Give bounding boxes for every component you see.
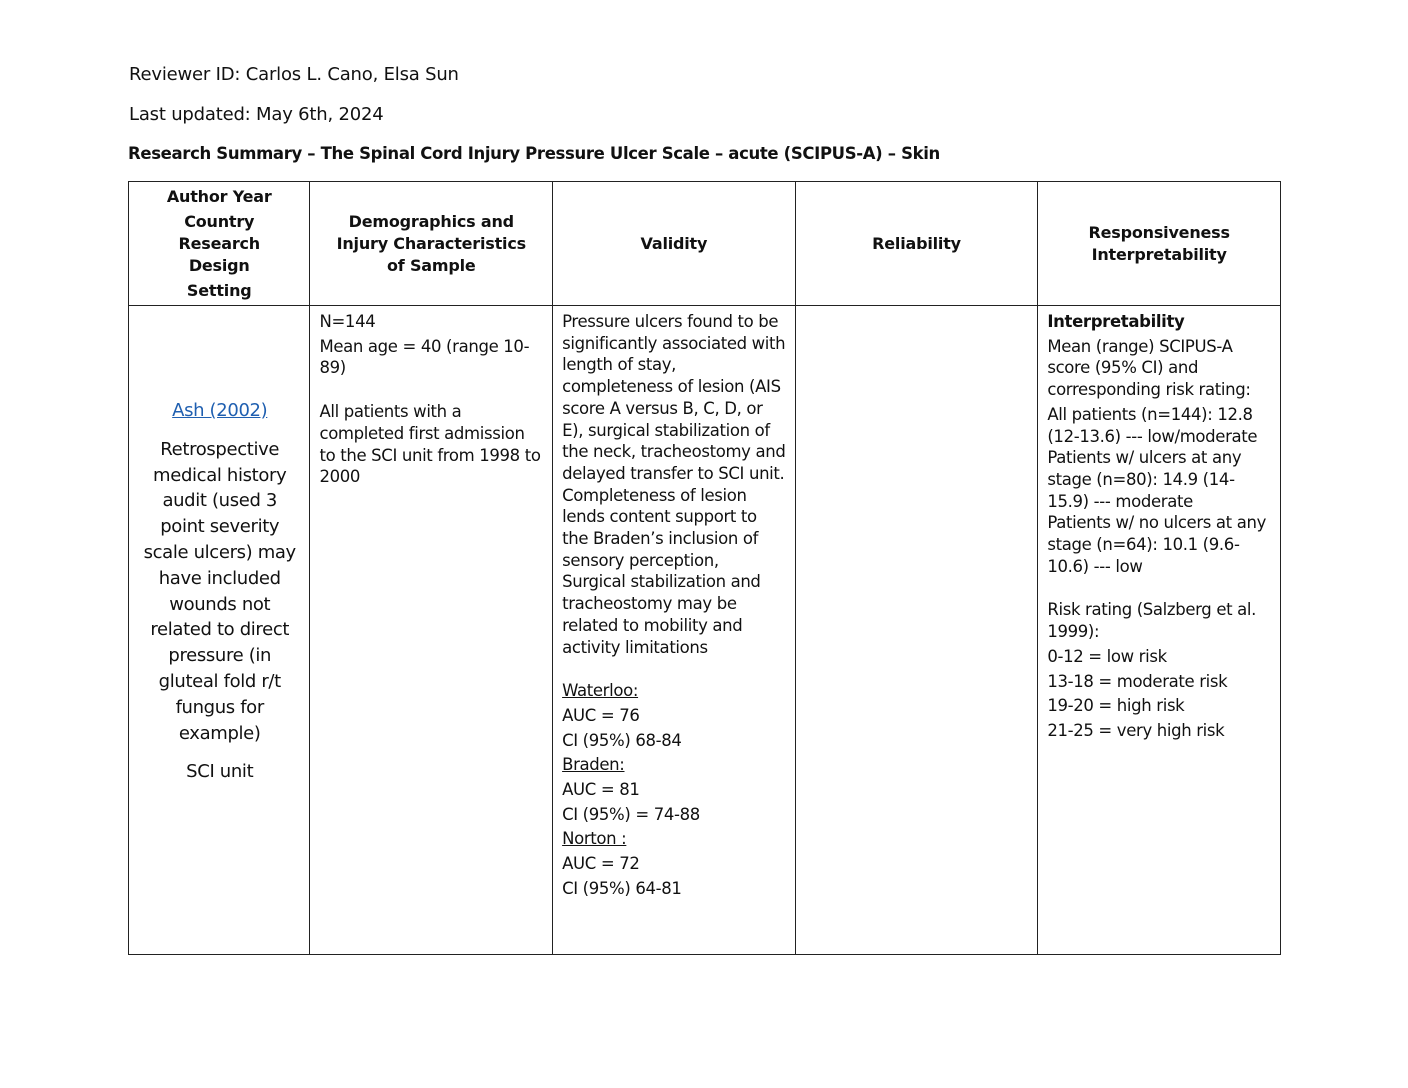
waterloo-ci: CI (95%) 68-84 [562,730,682,750]
validity-text: Pressure ulcers found to be significantly associated with length of stay, completeness of lesion (AIS score A versus B, C, D, or E), surgical stabilization of the neck, tracheostomy and delayed transfer to SCI unit. Completeness of lesion lends content support to the Braden’s inclusion of sensory perception, Surgical stabilization and tracheostomy may be related to mobility and activity limitations [562,312,786,657]
result-no-ulcers: Patients w/ no ulcers at any stage (n=64): 10.1 (9.6-10.6) --- low [1047,513,1266,576]
risk-very-high: 21-25 = very high risk [1047,720,1225,740]
mean-age: Mean age = 40 (range 10-89) [319,336,530,378]
header-demographics-line3: of Sample [387,255,476,275]
page-title: Research Summary – The Spinal Cord Injury Pressure Ulcer Scale – acute (SCIPUS-A) – Skin [128,144,940,163]
waterloo-auc: AUC = 76 [562,705,640,725]
last-updated: Last updated: May 6th, 2024 [129,104,384,125]
header-author-year-country-design-setting [129,182,310,306]
header-demographics-line1: Demographics and [348,211,514,231]
norton-auc: AUC = 72 [562,854,640,874]
waterloo-label: Waterloo: [562,681,639,701]
norton-ci: CI (95%) 64-81 [562,878,682,898]
header-demographics [310,182,553,306]
table-row [129,306,1281,955]
reference-link-ash-2002[interactable]: Ash (2002) [172,400,268,421]
setting-text: SCI unit [186,761,254,783]
interpretability-heading: Interpretability [1047,312,1185,331]
result-all-patients: All patients (n=144): 12.8 (12-13.6) --- low/moderate [1047,404,1258,446]
sample-size: N=144 [319,312,376,331]
result-with-ulcers: Patients w/ ulcers at any stage (n=80): 14.9 (14-15.9) --- moderate [1047,448,1242,511]
header-demographics-line2: Injury Characteristics [336,233,526,253]
interpretability-intro: Mean (range) SCIPUS-A score (95% CI) and corresponding risk rating: [1047,336,1251,400]
cell-validity [553,306,796,955]
cell-interpretability [1038,306,1281,955]
braden-auc: AUC = 81 [562,780,640,800]
header-setting: Setting [186,280,252,300]
sample-description: All patients with a completed first admission to the SCI unit from 1998 to 2000 [319,402,541,487]
braden-label: Braden: [562,755,625,775]
header-interpretability: Interpretability [1091,244,1227,264]
header-design: Design [188,255,250,275]
cell-demographics [310,306,553,955]
risk-moderate: 13-18 = moderate risk [1047,671,1228,691]
header-country: Country [184,211,255,231]
braden-ci: CI (95%) = 74-88 [562,804,700,824]
reviewer-id: Reviewer ID: Carlos L. Cano, Elsa Sun [129,64,459,85]
cell-author-design-setting [129,306,310,955]
risk-rating-heading: Risk rating (Salzberg et al. 1999): [1047,600,1257,642]
header-responsiveness: Responsiveness [1088,222,1230,242]
research-design-text: Retrospective medical history audit (used 3 point severity scale ulcers) may have included wounds not related to direct pressure (in gluteal fold r/t fungus for example) [143,438,296,744]
research-summary-table [128,181,1281,955]
norton-label: Norton : [562,829,627,849]
header-responsiveness-interpretability [1038,182,1281,306]
cell-reliability [795,306,1038,955]
header-reliability: Reliability [795,182,1038,306]
risk-high: 19-20 = high risk [1047,696,1185,716]
table-header-row [129,182,1281,306]
risk-low: 0-12 = low risk [1047,646,1167,666]
header-research: Research [178,233,260,253]
header-author-year: Author Year [166,186,272,206]
header-validity: Validity [553,182,796,306]
